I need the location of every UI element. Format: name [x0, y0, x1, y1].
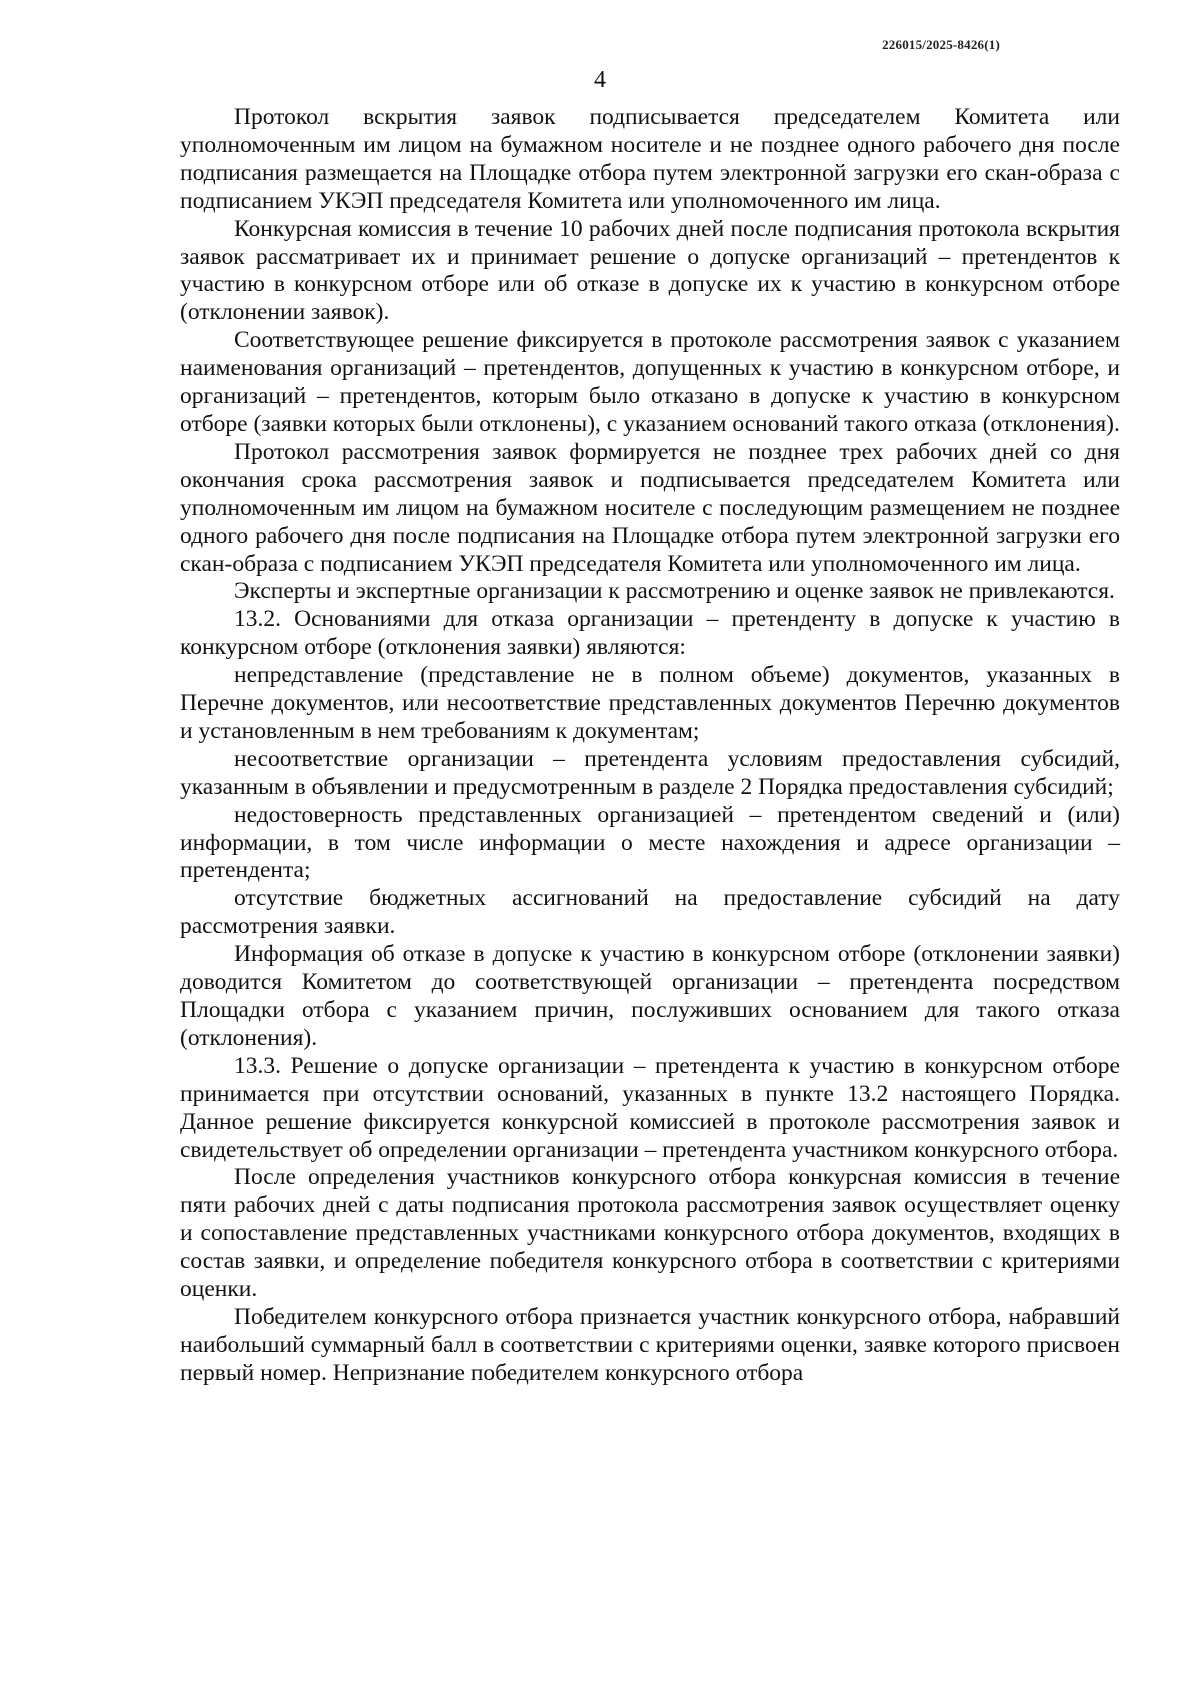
paragraph-review-protocol-formation: Протокол рассмотрения заявок формируется не позднее трех рабочих дней со дня окончания срока рассмотрения заявок и подписывается председателем Комитета или уполномоченным им лицом на бумажном носителе с последующим размещением не позднее одного рабочего дня после подписания на Площадке отбора путем электронной загрузки его скан-образа с подписанием УКЭП председателя Комитета или уполномоченного им лица.	[180, 438, 1120, 577]
paragraph-evaluation: После определения участников конкурсного отбора конкурсная комиссия в течение пяти рабочих дней с даты подписания протокола рассмотрения заявок осуществляет оценку и сопоставление представленных участниками конкурсного отбора документов, входящих в состав заявки, и определение победителя конкурсного отбора в соответствии с критериями оценки.	[180, 1164, 1120, 1303]
paragraph-ground-budget: отсутствие бюджетных ассигнований на предоставление субсидий на дату рассмотрения заявки.	[180, 885, 1120, 940]
paragraph-commission-review: Конкурсная комиссия в течение 10 рабочих дней после подписания протокола вскрытия заявок рассматривает их и принимает решение о допуске организаций – претендентов к участию в конкурсном отборе или об отказе в допуске их к участию в конкурсном отборе (отклонении заявок).	[180, 215, 1120, 326]
page-number: 4	[594, 67, 606, 93]
document-registration-number: 226015/2025-8426(1)	[882, 37, 1000, 52]
paragraph-13-2-grounds: 13.2. Основаниями для отказа организации – претенденту в допуске к участию в конкурсном отборе (отклонения заявки) являются:	[180, 606, 1120, 661]
paragraph-ground-conditions: несоответствие организации – претендента условиям предоставления субсидий, указанным в объявлении и предусмотренным в разделе 2 Порядка предоставления субсидий;	[180, 745, 1120, 800]
document-body	[180, 104, 1120, 1388]
paragraph-review-protocol-decision: Соответствующее решение фиксируется в протоколе рассмотрения заявок с указанием наименования организаций – претендентов, допущенных к участию в конкурсном отборе, и организаций – претендентов, которым было отказано в допуске к участию в конкурсном отборе (заявки которых были отклонены), с указанием оснований такого отказа (отклонения).	[180, 327, 1120, 437]
paragraph-ground-documents: непредставление (представление не в полном объеме) документов, указанных в Перечне документов, или несоответствие представленных документов Перечню документов и установленным в нем требованиям к документам;	[180, 662, 1120, 744]
paragraph-opening-protocol-signing: Протокол вскрытия заявок подписывается председателем Комитета или уполномоченным им лицом на бумажном носителе и не позднее одного рабочего дня после подписания размещается на Площадке отбора путем электронной загрузки его скан-образа с подписанием УКЭП председателя Комитета или уполномоченного им лица.	[180, 104, 1120, 214]
paragraph-experts-not-involved: Эксперты и экспертные организации к рассмотрению и оценке заявок не привлекаются.	[234, 578, 1115, 605]
paragraph-ground-unreliable-info: недостоверность представленных организацией – претендентом сведений и (или) информации, в том числе информации о месте нахождения и адресе организации – претендента;	[180, 801, 1120, 884]
paragraph-refusal-notification: Информация об отказе в допуске к участию в конкурсном отборе (отклонении заявки) доводится Комитетом до соответствующей организации – претендента посредством Площадки отбора с указанием причин, послуживших основанием для такого отказа (отклонения).	[180, 941, 1120, 1051]
paragraph-13-3-admission: 13.3. Решение о допуске организации – претендента к участию в конкурсном отборе принимается при отсутствии оснований, указанных в пункте 13.2 настоящего Порядка. Данное решение фиксируется конкурсной комиссией в протоколе рассмотрения заявок и свидетельствует об определении организации – претендента участником конкурсного отбора.	[180, 1052, 1120, 1163]
paragraph-winner: Победителем конкурсного отбора признается участник конкурсного отбора, набравший наибольший суммарный балл в соответствии с критериями оценки, заявке которого присвоен первый номер. Непризнание победителем конкурсного отбора	[180, 1303, 1120, 1386]
